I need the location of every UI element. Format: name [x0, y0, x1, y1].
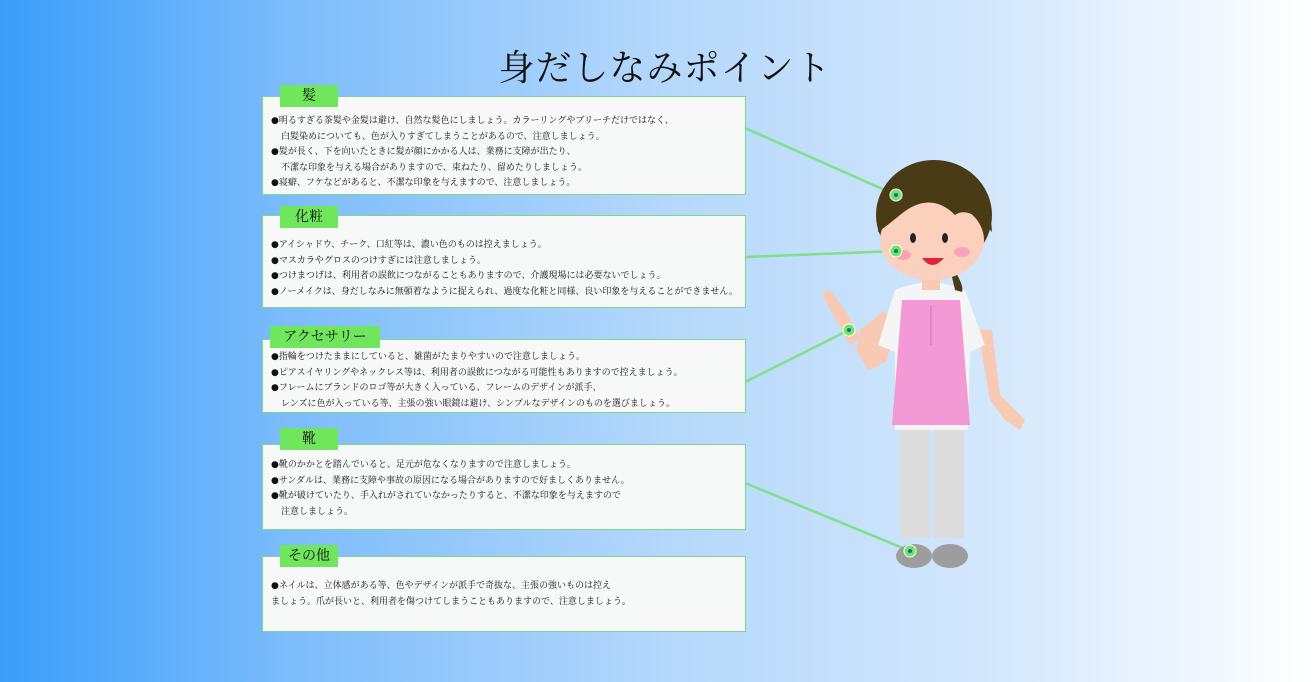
section-box [262, 96, 746, 195]
section-box [262, 444, 746, 530]
section-box [262, 556, 746, 632]
text-line: ●マスカラやグロスのつけすぎには注意しましょう。 [271, 255, 486, 266]
text-line: ●サンダルは、業務に支障や事故の原因になる場合がありますので好ましくありません。 [271, 475, 630, 486]
connector-hair [745, 128, 896, 195]
text-line: ●つけまつげは、利用者の誤飲につながることもありますので、介護現場には必要ないでしょう。 [271, 271, 666, 281]
lower-arm [978, 330, 1025, 430]
page-title: 身だしなみポイント [498, 48, 832, 89]
connector-makeup [745, 251, 896, 257]
section-label: 化粧 [280, 206, 338, 228]
connector-shoes [745, 483, 910, 551]
text-line: ●靴が破けていたり、手入れがされていなかったりすると、不潔な印象を与えますので [271, 491, 621, 501]
text-line: 注意しましょう。 [281, 506, 354, 517]
section-box [262, 339, 746, 413]
text-line: ●フレームにブランドのロゴ等が大きく入っている、フレームのデザインが派手、 [271, 383, 602, 393]
right-leg [934, 420, 964, 538]
left-leg [900, 420, 930, 538]
text-line: ●ピアスイヤリングやネックレス等は、利用者の誤飲につながる可能性もありますので控えましょう。 [271, 367, 683, 378]
text-line: 白髪染めについても、色が入りすぎてしまうことがあるので、注意しましょう。 [281, 131, 605, 142]
section-label: 髪 [280, 85, 338, 107]
text-line: 不潔な印象を与える場合がありますので、束ねたり、留めたりしましょう。 [281, 162, 587, 173]
text-line: ●ノーメイクは、身だしなみに無頓着なように捉えられ、過度な化粧と同様、良い印象を与えることができません。 [271, 286, 738, 297]
right-shoe [932, 544, 968, 568]
text-line: ●寝癖、フケなどがあると、不潔な印象を与えますので、注意しましょう。 [271, 178, 576, 188]
text-line: ●靴のかかとを踏んでいると、足元が危なくなりますので注意しましょう。 [271, 460, 576, 470]
section-label: アクセサリー [270, 326, 380, 348]
text-line: ●髪が長く、下を向いたときに髪が顔にかかる人は、業務に支障が出たり、 [271, 147, 576, 157]
text-line: ましょう。爪が長いと、利用者を傷つけてしまうこともありますので、注意しましょう。 [271, 596, 631, 607]
text-line: ●明るすぎる茶髪や金髪は避け、自然な髪色にしましょう。カラーリングやブリーチだけではなく、 [271, 116, 674, 126]
text-line: レンズに色が入っている等、主張の強い眼鏡は避け、シンプルなデザインのものを選びましょう。 [281, 398, 675, 409]
section-box [262, 215, 746, 308]
text-line: ●ネイルは、立体感がある等、色やデザインが派手で奇抜な、主張の強いものは控え [271, 581, 612, 591]
text-line: ●アイシャドウ、チーク、口紅等は、濃い色のものは控えましょう。 [271, 240, 547, 250]
section-label: その他 [280, 545, 338, 567]
connector-accessory [745, 330, 849, 382]
raised-hand [823, 290, 860, 345]
section-label: 靴 [280, 428, 338, 450]
text-line: ●指輪をつけたままにしていると、雑菌がたまりやすいので注意しましょう。 [271, 352, 585, 362]
